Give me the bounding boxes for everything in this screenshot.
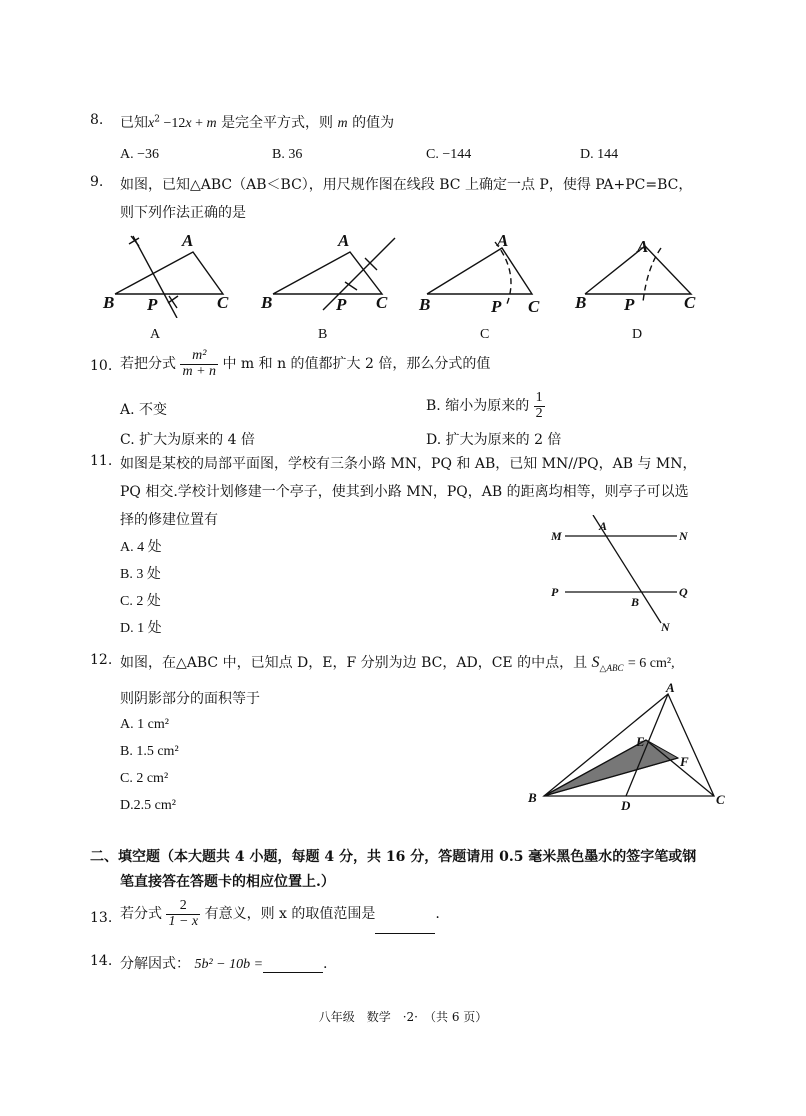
q12-figure [522, 680, 732, 815]
fig-b-label-a: A [338, 231, 350, 250]
fig12-label-f: F [680, 754, 689, 769]
fig12-label-c: C [716, 792, 725, 807]
q8-stem: 已知$x^2 -12x + m$ 是完全平方式，则 m 的值为 [120, 114, 395, 131]
q9-figures [95, 228, 725, 318]
fig-d-label-b: B [575, 293, 587, 312]
fig-a-label-b: B [103, 293, 115, 312]
q12-option-b: B. 1.5 cm² [120, 744, 179, 759]
fig11-label-b: B [631, 595, 640, 609]
q10-stem: 若把分式 $\frac{\text{m²}}{m + n}$ 中 m 和 n 的值都扩大 2 倍，那么分式的值 [120, 347, 491, 379]
q9-number: 9. [90, 174, 104, 190]
fig-d-label-c: C [684, 293, 696, 312]
fig-c-label-a: A [497, 231, 509, 250]
q14-stem: 分解因式： 5b² − 10b = . [120, 956, 328, 972]
q8-option-c: C. −144 [426, 147, 472, 162]
fig-c-label-c: C [528, 297, 540, 316]
fig12-label-d: D [621, 798, 631, 813]
q12-option-a: A. 1 cm² [120, 717, 169, 732]
q9-line2: 则下列作法正确的是 [120, 205, 246, 221]
section2-heading: 二、填空题（本大题共 4 小题，每题 4 分，共 16 分，答题请用 0.5 毫米黑色墨水的签字笔或钢 [90, 849, 697, 865]
fig-c-label-b: B [419, 295, 431, 314]
fig-d-label-a: A [637, 237, 649, 256]
fig11-label-m: M [551, 529, 562, 543]
q13-answer-blank[interactable] [375, 919, 435, 934]
q8-option-d: D. 144 [580, 147, 619, 162]
q9-line1: 如图，已知△ABC（AB＜BC），用尺规作图在线段 BC 上确定一点 P，使得 PA+PC=BC， [120, 177, 693, 193]
fig-a-label-c: C [217, 293, 229, 312]
q8-option-b: B. 36 [272, 147, 303, 162]
q10-option-b: B. 缩小为原来的 $\frac{1}{2}$ [426, 389, 543, 421]
q10-option-c: C. 扩大为原来的 4 倍 [120, 432, 255, 448]
q12-number: 12. [90, 652, 113, 668]
fig-d-label-p: P [624, 295, 635, 314]
fig11-label-p: P [551, 585, 559, 599]
q8-option-a: A. −36 [120, 147, 160, 162]
section2-heading-line2: 笔直接答在答题卡的相应位置上.） [120, 874, 335, 890]
q10-option-d: D. 扩大为原来的 2 倍 [426, 432, 562, 448]
q9-caption-a: A [150, 327, 161, 342]
q11-line1: 如图是某校的局部平面图，学校有三条小路 MN，PQ 和 AB，已知 MN//PQ，AB 与 MN， [120, 456, 697, 472]
fig12-label-e: E [636, 734, 645, 749]
q13-number: 13. [90, 910, 113, 926]
fig-b-label-b: B [261, 293, 273, 312]
fig-a-label-p: P [147, 295, 158, 314]
q12-line2: 则阴影部分的面积等于 [120, 691, 260, 707]
q9-caption-b: B [318, 327, 328, 342]
q8-number: 8. [90, 112, 104, 128]
q11-option-b: B. 3 处 [120, 567, 161, 582]
q11-figure [545, 515, 705, 635]
q11-option-d: D. 1 处 [120, 621, 162, 636]
q11-option-a: A. 4 处 [120, 540, 162, 555]
q12-option-c: C. 2 cm² [120, 771, 169, 786]
fig11-label-n1: N [679, 529, 688, 543]
q10-fraction: $\frac{\text{m²}}{m + n}$ [182, 347, 217, 379]
fig12-label-b: B [528, 790, 537, 805]
fig11-label-q: Q [679, 585, 688, 599]
q13-stem: 若分式 $\frac{2}{1 - x}$ 有意义，则 x 的取值范围是 . [120, 894, 440, 934]
q14-answer-blank[interactable] [263, 958, 323, 973]
q14-number: 14. [90, 953, 113, 969]
fig11-label-a: A [599, 519, 608, 533]
q12-option-d: D.2.5 cm² [120, 798, 176, 813]
q10-option-a: A. 不变 [120, 402, 168, 418]
q9-caption-c: C [480, 327, 490, 342]
q11-number: 11. [90, 453, 113, 469]
q12-line1: 如图，在△ABC 中，已知点 D，E，F 分别为边 BC，AD，CE 的中点，且 $S_{\triangle ABC} = 6$ cm², [120, 654, 675, 673]
fig-b-label-p: P [336, 295, 347, 314]
q11-line3: 择的修建位置有 [120, 512, 218, 528]
fig-c-label-p: P [491, 297, 502, 316]
fig-b-label-c: C [376, 293, 388, 312]
q11-line2: PQ 相交.学校计划修建一个亭子，使其到小路 MN，PQ，AB 的距离均相等，则亭子可以选 [120, 484, 689, 500]
q9-caption-d: D [632, 327, 643, 342]
fig12-label-a: A [666, 680, 675, 695]
fig-a-label-a: A [182, 231, 194, 250]
fig11-label-n2: N [661, 620, 670, 634]
q11-option-c: C. 2 处 [120, 594, 161, 609]
q10-number: 10. [90, 358, 113, 374]
page-footer: 八年级 数学 ·2· （共 6 页） [318, 1010, 488, 1024]
